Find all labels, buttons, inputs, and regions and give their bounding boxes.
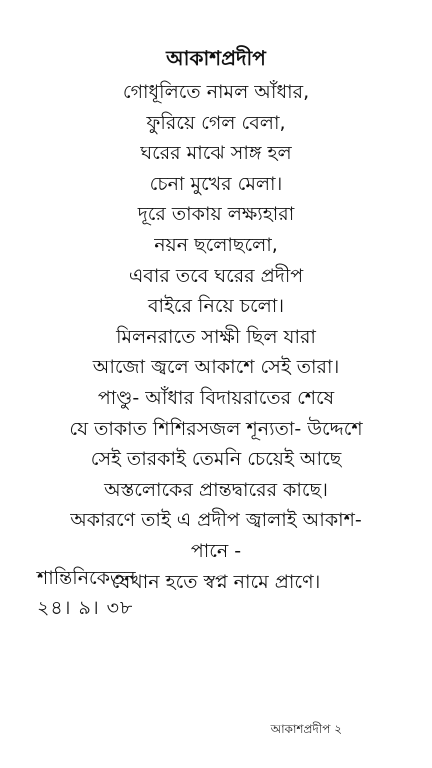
poem-body <box>0 77 432 597</box>
poem-line: ঘরের মাঝে সাঙ্গ হল <box>140 142 292 165</box>
poem-line: আজো জ্বলে আকাশে সেই তারা। <box>92 356 340 379</box>
poem-line: অস্তলোকের প্রান্তদ্বারের কাছে। <box>104 478 328 501</box>
poem-line: নয়ন ছলোছলো, <box>154 233 278 256</box>
composition-date: ২৪। ৯। ৩৮ <box>37 597 134 619</box>
poem-line: বাইরে নিয়ে চলো। <box>147 295 285 318</box>
poem-line: দূরে তাকায় লক্ষ্যহারা <box>137 203 295 226</box>
poem-line: ফুরিয়ে গেল বেলা, <box>146 111 286 134</box>
poem-line: যেখান হতে স্বপ্ন নামে প্রাণে। <box>111 570 321 593</box>
composition-place: শান্তিনিকেতন <box>37 567 136 589</box>
poem-line: এবার তবে ঘরের প্রদীপ <box>128 264 304 287</box>
poem-title: আকাশপ্রদীপ <box>166 46 266 70</box>
poem-line: সেই তারকাই তেমনি চেয়েই আছে <box>90 448 342 471</box>
poem-line: অকারণে তাই এ প্রদীপ জ্বালাই আকাশ- <box>70 509 362 532</box>
poem-line: মিলনরাতে সাক্ষী ছিল যারা <box>116 325 316 348</box>
poem-line: যে তাকাত শিশিরসজল শূন্যতা- উদ্দেশে <box>69 417 363 440</box>
running-footer: আকাশপ্রদীপ ২ <box>270 722 342 736</box>
poem-line: চেনা মুখের মেলা। <box>149 172 283 195</box>
poem-line: গোধূলিতে নামল আঁধার, <box>122 81 310 103</box>
poem-line: পানে - <box>190 539 242 562</box>
poem-line: পাণ্ডু- আঁধার বিদায়রাতের শেষে <box>97 386 335 409</box>
